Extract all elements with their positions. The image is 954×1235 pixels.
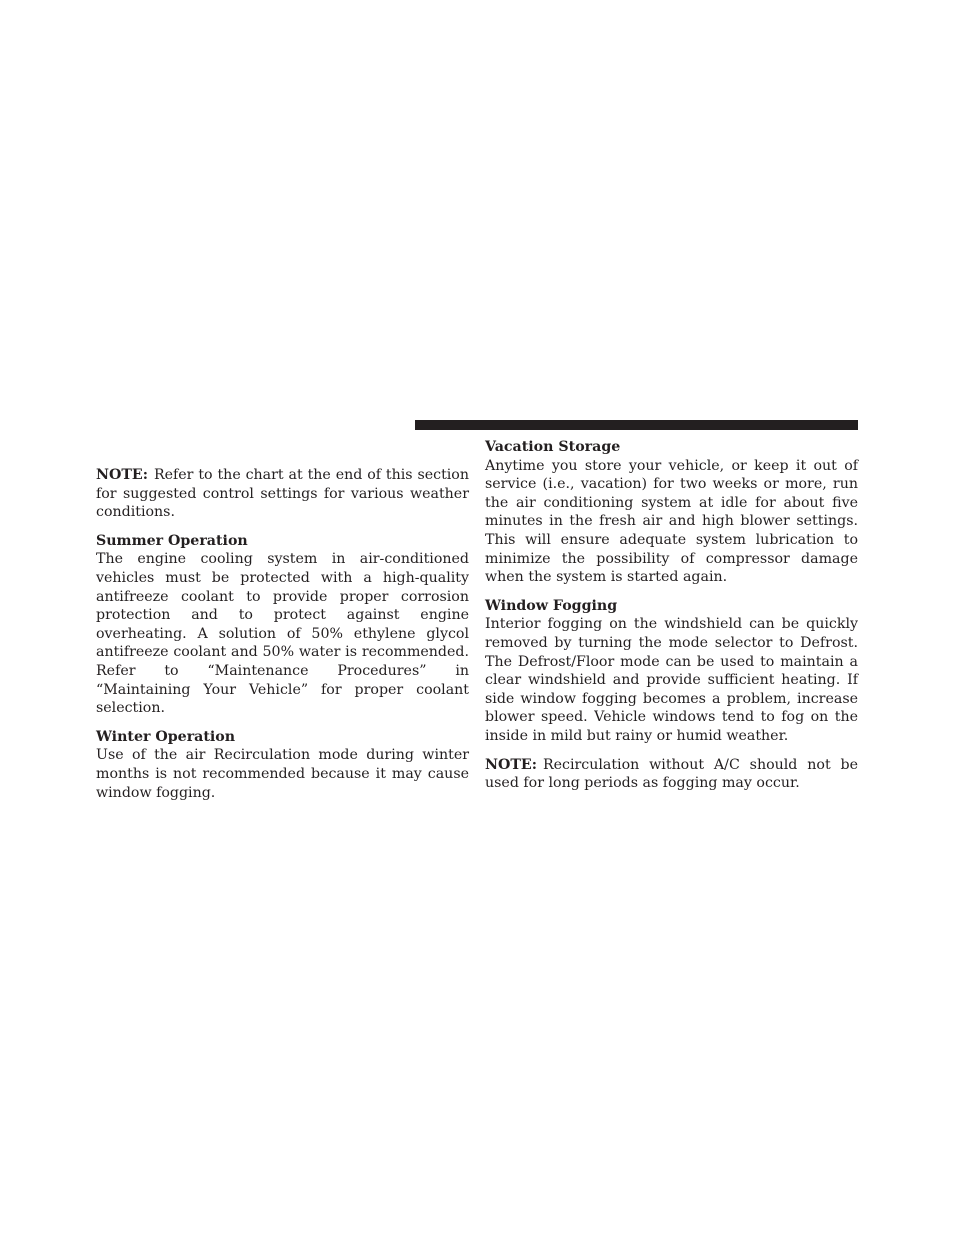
recirculation-note-text: Recirculation without A/C should not be used for long periods as fogging may occur. bbox=[485, 756, 858, 792]
vacation-storage-heading: Vacation Storage bbox=[485, 439, 621, 455]
window-fogging-heading: Window Fogging bbox=[485, 597, 618, 614]
section-header-rule bbox=[415, 420, 858, 430]
right-column bbox=[485, 438, 858, 803]
note-label: NOTE: bbox=[96, 467, 148, 483]
winter-operation-text: Use of the air Recirculation mode during winter months is not recommended because it may cause window fogging. bbox=[96, 747, 469, 801]
winter-operation-heading: Winter Operation bbox=[96, 728, 236, 745]
left-column bbox=[96, 466, 469, 812]
note-text: Refer to the chart at the end of this section for suggested control settings for various weather conditions. bbox=[96, 467, 469, 521]
summer-operation-heading: Summer Operation bbox=[96, 532, 248, 549]
note-paragraph bbox=[96, 466, 469, 522]
recirculation-note-paragraph bbox=[485, 756, 858, 793]
note-label: NOTE: bbox=[485, 756, 537, 773]
vacation-storage-text: Anytime you store your vehicle, or keep it out of service (i.e., vacation) for two weeks or more, run the air conditioning system at idle for about five minutes in the fresh air and high blower settings. This will ensure adequate system lubrication to minimize the possibility of compressor damage when the system is started again. bbox=[485, 457, 858, 586]
window-fogging-text: Interior fogging on the windshield can be quickly removed by turning the mode selector to Defrost. The Defrost/Floor mode can be used to maintain a clear windshield and provide sufficient heating. If side window fogging becomes a problem, increase blower speed. Vehicle windows tend to fog on the inside in mild but rainy or humid weather. bbox=[485, 616, 858, 744]
summer-operation-text: The engine cooling system in air-conditioned vehicles must be protected with a high-quality antifreeze coolant to provide proper corrosion protection and to protect against engine overheating. A solution of 50% ethylene glycol antifreeze coolant and 50% water is recommended. Refer to “Maintenance Procedures” in “Maintaining Your Vehicle” for proper coolant selection. bbox=[96, 551, 469, 717]
